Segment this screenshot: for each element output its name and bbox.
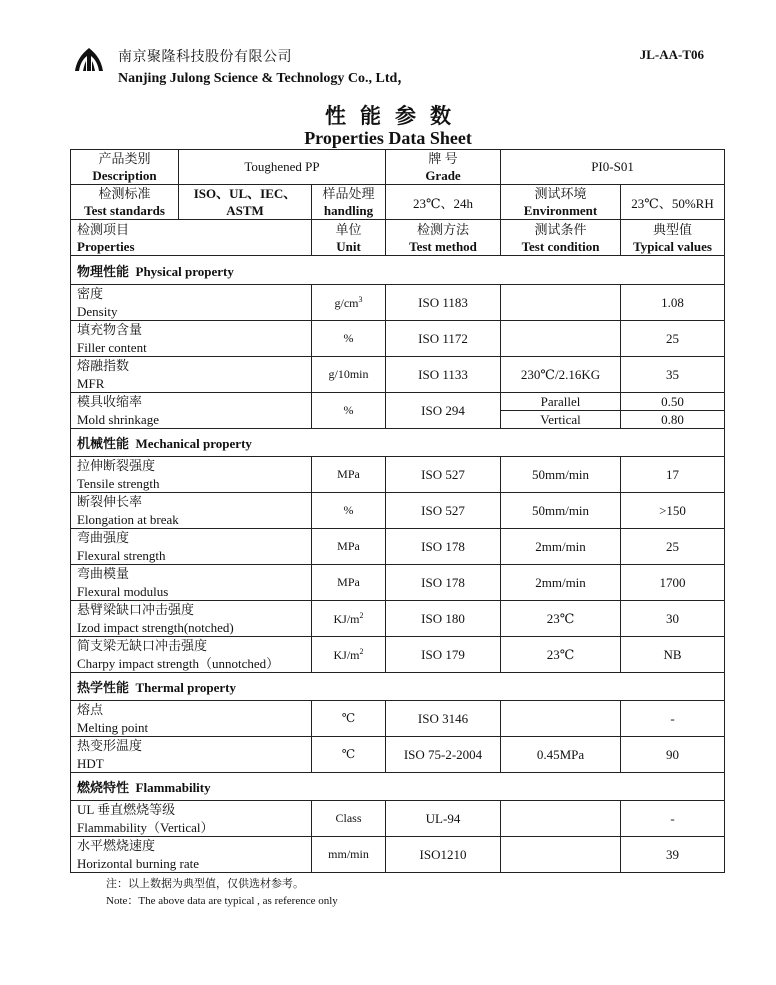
- standards-value: ISO、UL、IEC、 ASTM: [179, 185, 312, 220]
- property-name: 断裂伸长率 Elongation at break: [71, 493, 312, 529]
- unit-cell: %: [312, 321, 386, 357]
- unit-cell: ℃: [312, 701, 386, 737]
- table-row: [71, 565, 725, 601]
- condition-cell: [501, 837, 621, 873]
- unit-cell: Class: [312, 801, 386, 837]
- table-row: [71, 801, 725, 837]
- table-row: [71, 529, 725, 565]
- condition-cell: Vertical: [501, 411, 621, 429]
- note-cn: 注：以上数据为典型值，仅供选材参考。: [106, 878, 304, 890]
- column-header-unit: 单位 Unit: [312, 220, 386, 256]
- unit-cell: %: [312, 493, 386, 529]
- table-row: [71, 701, 725, 737]
- column-header-properties: 检测项目 Properties: [71, 220, 312, 256]
- section-title: 物理性能 Physical property: [71, 256, 725, 285]
- condition-cell: 2mm/min: [501, 565, 621, 601]
- table-row: [71, 601, 725, 637]
- property-name: 悬臂梁缺口冲击强度 Izod impact strength(notched): [71, 601, 312, 637]
- method-cell: ISO 294: [386, 393, 501, 429]
- property-name: 熔融指数 MFR: [71, 357, 312, 393]
- property-name: UL 垂直燃烧等级 Flammability（Vertical）: [71, 801, 312, 837]
- value-cell: 1.08: [621, 285, 725, 321]
- unit-cell: ℃: [312, 737, 386, 773]
- condition-cell: 23℃: [501, 601, 621, 637]
- property-name: 熔点 Melting point: [71, 701, 312, 737]
- condition-cell: 2mm/min: [501, 529, 621, 565]
- method-cell: ISO1210: [386, 837, 501, 873]
- table-row: [71, 737, 725, 773]
- property-name: 填充物含量 Filler content: [71, 321, 312, 357]
- grade-label: 牌 号 Grade: [386, 150, 501, 185]
- value-cell: 25: [621, 321, 725, 357]
- julong-logo-icon: [74, 47, 104, 73]
- condition-cell: 0.45MPa: [501, 737, 621, 773]
- grade-value: PI0-S01: [501, 150, 725, 185]
- description-value: Toughened PP: [179, 150, 386, 185]
- condition-cell: 50mm/min: [501, 493, 621, 529]
- property-name: 弯曲强度 Flexural strength: [71, 529, 312, 565]
- environment-label: 测试环境 Environment: [501, 185, 621, 220]
- method-cell: ISO 178: [386, 529, 501, 565]
- method-cell: ISO 180: [386, 601, 501, 637]
- section-flammability: [71, 773, 725, 801]
- unit-cell: $KJ/m^2$: [312, 601, 386, 637]
- unit-cell: $g/cm^3$: [312, 285, 386, 321]
- page-title-en: Properties Data Sheet: [304, 128, 472, 148]
- value-cell: 90: [621, 737, 725, 773]
- unit-cell: MPa: [312, 457, 386, 493]
- note-en: Note：The above data are typical , as reference only: [106, 895, 338, 907]
- column-header-row: [71, 220, 725, 256]
- value-cell: 0.80: [621, 411, 725, 429]
- method-cell: UL-94: [386, 801, 501, 837]
- property-name: 模具收缩率 Mold shrinkage: [71, 393, 312, 429]
- property-name: 水平燃烧速度 Horizontal burning rate: [71, 837, 312, 873]
- condition-cell: 230℃/2.16KG: [501, 357, 621, 393]
- handling-value: 23℃、24h: [386, 185, 501, 220]
- method-cell: ISO 527: [386, 457, 501, 493]
- value-cell: >150: [621, 493, 725, 529]
- condition-cell: [501, 801, 621, 837]
- method-cell: ISO 527: [386, 493, 501, 529]
- table-row: [71, 393, 725, 411]
- property-name: 弯曲模量 Flexural modulus: [71, 565, 312, 601]
- table-row: [71, 357, 725, 393]
- value-cell: 30: [621, 601, 725, 637]
- value-cell: -: [621, 701, 725, 737]
- condition-cell: 23℃: [501, 637, 621, 673]
- table-row: [71, 837, 725, 873]
- section-title: 热学性能 Thermal property: [71, 673, 725, 701]
- unit-cell: MPa: [312, 565, 386, 601]
- value-cell: 0.50: [621, 393, 725, 411]
- unit-cell: MPa: [312, 529, 386, 565]
- section-title: 燃烧特性 Flammability: [71, 773, 725, 801]
- info-row-description: [71, 150, 725, 185]
- section-physical: [71, 256, 725, 285]
- unit-cell: g/10min: [312, 357, 386, 393]
- section-mechanical: [71, 429, 725, 457]
- column-header-typical: 典型值 Typical values: [621, 220, 725, 256]
- table-row: [71, 493, 725, 529]
- unit-cell: $KJ/m^2$: [312, 637, 386, 673]
- method-cell: ISO 178: [386, 565, 501, 601]
- section-thermal: [71, 673, 725, 701]
- notes: [106, 876, 338, 910]
- value-cell: 25: [621, 529, 725, 565]
- column-header-method: 检测方法 Test method: [386, 220, 501, 256]
- property-name: 热变形温度 HDT: [71, 737, 312, 773]
- unit-cell: mm/min: [312, 837, 386, 873]
- property-name: 拉伸断裂强度 Tensile strength: [71, 457, 312, 493]
- table-row: [71, 321, 725, 357]
- condition-cell: 50mm/min: [501, 457, 621, 493]
- unit-cell: %: [312, 393, 386, 429]
- company-name-en: Nanjing Julong Science & Technology Co., Ltd，: [118, 71, 412, 86]
- condition-cell: [501, 701, 621, 737]
- table-row: [71, 285, 725, 321]
- method-cell: ISO 1172: [386, 321, 501, 357]
- method-cell: ISO 1133: [386, 357, 501, 393]
- properties-table: [70, 149, 725, 873]
- column-header-condition: 测试条件 Test condition: [501, 220, 621, 256]
- page-title-cn: 性能参数: [325, 104, 465, 128]
- info-row-standards: [71, 185, 725, 220]
- method-cell: ISO 3146: [386, 701, 501, 737]
- value-cell: -: [621, 801, 725, 837]
- description-label: 产品类别 Description: [71, 150, 179, 185]
- section-title: 机械性能 Mechanical property: [71, 429, 725, 457]
- condition-cell: Parallel: [501, 393, 621, 411]
- value-cell: 39: [621, 837, 725, 873]
- condition-cell: [501, 321, 621, 357]
- property-name: 密度 Density: [71, 285, 312, 321]
- table-row: [71, 457, 725, 493]
- handling-label: 样品处理 handling: [312, 185, 386, 220]
- method-cell: ISO 179: [386, 637, 501, 673]
- table-row: [71, 637, 725, 673]
- company-name-cn: 南京聚隆科技股份有限公司: [118, 50, 292, 65]
- environment-value: 23℃、50%RH: [621, 185, 725, 220]
- document-code: JL-AA-T06: [639, 47, 704, 62]
- value-cell: 35: [621, 357, 725, 393]
- method-cell: ISO 75-2-2004: [386, 737, 501, 773]
- property-name: 简支梁无缺口冲击强度 Charpy impact strength（unnotched）: [71, 637, 312, 673]
- method-cell: ISO 1183: [386, 285, 501, 321]
- condition-cell: [501, 285, 621, 321]
- value-cell: 17: [621, 457, 725, 493]
- value-cell: NB: [621, 637, 725, 673]
- value-cell: 1700: [621, 565, 725, 601]
- standards-label: 检测标准 Test standards: [71, 185, 179, 220]
